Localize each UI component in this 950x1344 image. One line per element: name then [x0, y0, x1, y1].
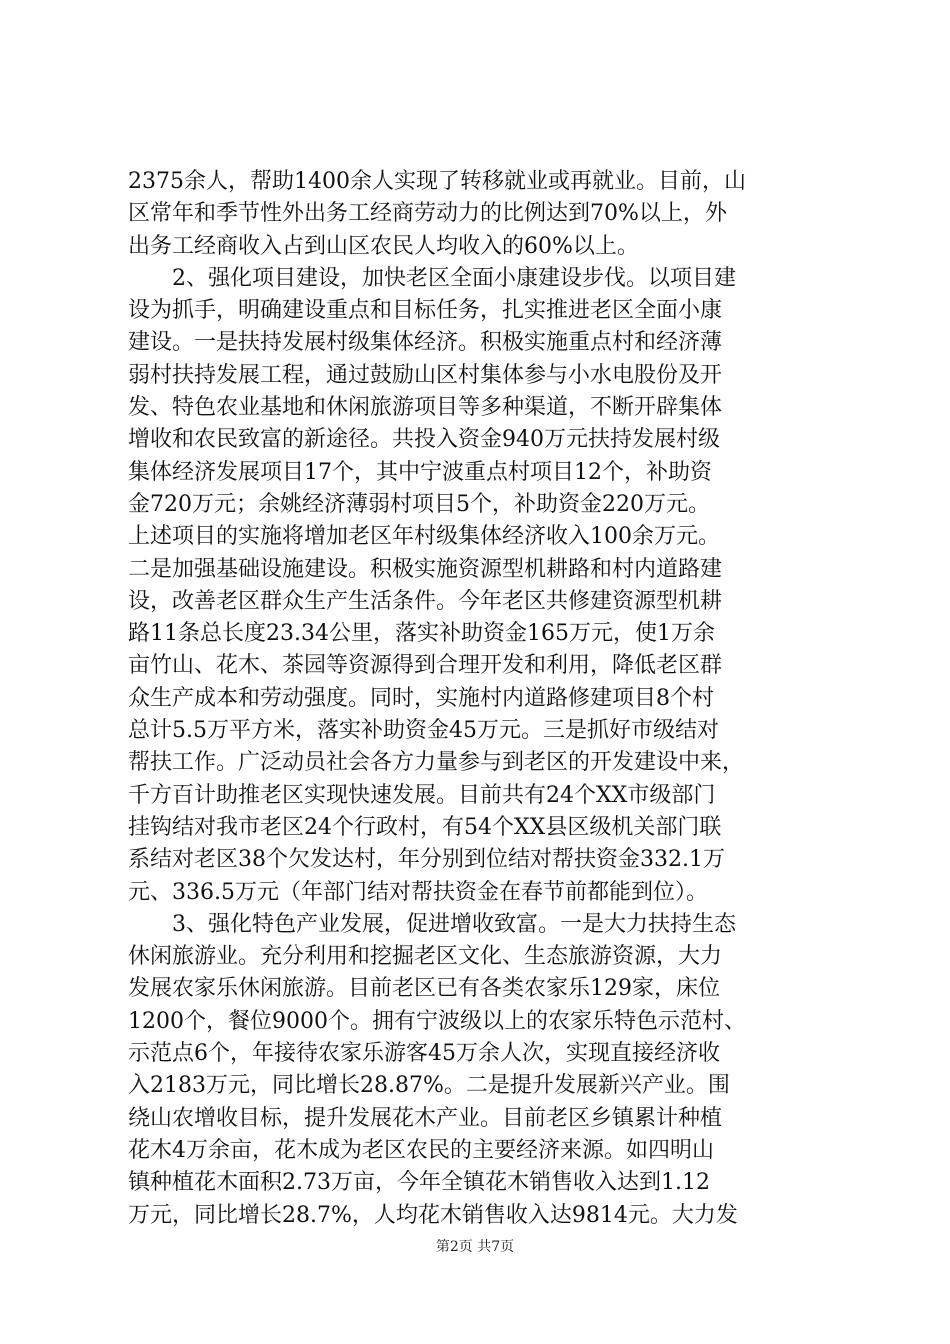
- text-line: 发、特色农业基地和休闲旅游项目等多种渠道，不断开辟集体: [128, 395, 723, 421]
- text-line: 镇种植花木面积2.73万亩，今年全镇花木销售收入达到1.12: [128, 1170, 710, 1196]
- text-line: 设为抓手，明确建设重点和目标任务，扎实推进老区全面小康: [128, 298, 723, 324]
- text-line: 总计5.5万平方米，落实补助资金45万元。三是抓好市级结对: [128, 718, 719, 744]
- page-footer: [0, 1237, 950, 1257]
- body-text: [128, 166, 828, 1232]
- text-line: 亩竹山、花木、茶园等资源得到合理开发和利用，降低老区群: [128, 653, 723, 679]
- text-line: 2375余人，帮助1400余人实现了转移就业或再就业。目前，山: [128, 169, 746, 194]
- text-line: 千方百计助推老区实现快速发展。目前共有24个XX市级部门: [128, 782, 716, 808]
- text-line: 建设。一是扶持发展村级集体经济。积极实施重点村和经济薄: [128, 330, 723, 356]
- text-line: 入2183万元，同比增长28.87%。二是提升发展新兴产业。围: [128, 1073, 730, 1099]
- text-line: 绕山农增收目标，提升发展花木产业。目前老区乡镇累计种植: [128, 1105, 723, 1131]
- text-line: 集体经济发展项目17个，其中宁波重点村项目12个，补助资: [128, 459, 712, 485]
- text-line: 元、336.5万元（年部门结对帮扶资金在春节前都能到位）。: [128, 879, 708, 905]
- text-line: 示范点6个，年接待农家乐游客45万余人次，实现直接经济收: [128, 1041, 720, 1067]
- text-line: 增收和农民致富的新途径。共投入资金940万元扶持发展村级: [128, 427, 720, 453]
- text-line: 出务工经商收入占到山区农民人均收入的60%以上。: [128, 233, 639, 259]
- text-line: 万元，同比增长28.7%，人均花木销售收入达9814元。大力发: [128, 1202, 738, 1228]
- text-line: 系结对老区38个欠发达村，年分别到位结对帮扶资金332.1万: [128, 847, 725, 873]
- text-line: 挂钩结对我市老区24个行政村，有54个XX县区级机关部门联: [128, 814, 722, 840]
- text-line: 帮扶工作。广泛动员社会各方力量参与到老区的开发建设中来，: [128, 750, 745, 776]
- text-line: 1200个，餐位9000个。拥有宁波级以上的农家乐特色示范村、: [128, 1008, 746, 1034]
- text-line: 上述项目的实施将增加老区年村级集体经济收入100余万元。: [128, 524, 720, 550]
- page-indicator: 第2页 共7页: [435, 1239, 515, 1255]
- text-line: 发展农家乐休闲旅游。目前老区已有各类农家乐129家，床位: [128, 976, 720, 1002]
- text-line: 金720万元；余姚经济薄弱村项目5个，补助资金220万元。: [128, 491, 710, 517]
- text-line: 花木4万余亩，花木成为老区农民的主要经济来源。如四明山: [128, 1137, 714, 1163]
- text-line: 路11条总长度23.34公里，落实补助资金165万元，使1万余: [128, 621, 715, 647]
- text-line: 区常年和季节性外出务工经商劳动力的比例达到70%以上，外: [128, 201, 727, 227]
- text-line: 3、强化特色产业发展，促进增收致富。一是大力扶持生态: [128, 911, 736, 937]
- text-line: 休闲旅游业。充分利用和挖掘老区文化、生态旅游资源，大力: [128, 944, 723, 970]
- text-line: 弱村扶持发展工程，通过鼓励山区村集体参与小水电股份及开: [128, 362, 723, 388]
- text-line: 设，改善老区群众生产生活条件。今年老区共修建资源型机耕: [128, 588, 723, 614]
- text-line: 二是加强基础设施建设。积极实施资源型机耕路和村内道路建: [128, 556, 723, 582]
- text-line: 众生产成本和劳动强度。同时，实施村内道路修建项目8个村: [128, 685, 714, 711]
- text-line: 2、强化项目建设，加快老区全面小康建设步伐。以项目建: [128, 265, 736, 291]
